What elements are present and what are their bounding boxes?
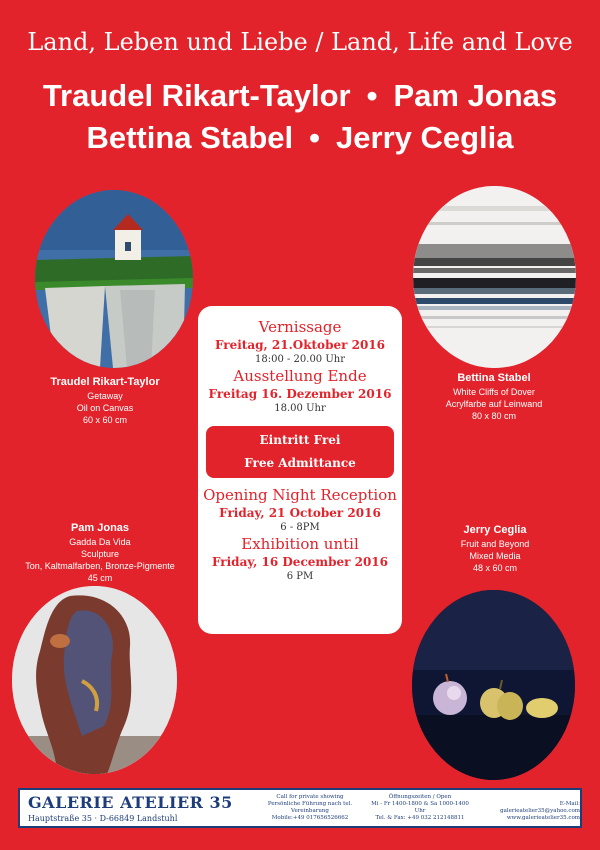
hours-label: Öffnungszeiten / Open [388,794,452,800]
private-showing-en: Call for private showing [276,794,344,800]
artwork-gadda-da-vida [12,586,177,774]
caption-artist: Bettina Stabel [457,372,531,384]
exhibition-end-date: Freitag 16. Dezember 2016 [208,387,392,401]
caption-medium: Acrylfarbe auf Leinwand [445,399,543,409]
contact [482,801,580,822]
caption-title: Gadda Da Vida [69,537,131,547]
exhibition-end-time: 18.00 Uhr [274,403,326,414]
private-showing [250,794,370,822]
vernissage-label: Vernissage [258,318,342,336]
opening-date: Friday, 21 October 2016 [219,506,381,520]
admission-en: Free Admittance [244,456,356,470]
caption-size: 80 x 80 cm [471,411,517,421]
caption-size: 48 x 60 cm [472,563,518,573]
admission-de: Eintritt Frei [259,433,341,447]
caption-artist: Pam Jonas [70,522,130,534]
caption-medium: Sculpture [80,549,120,559]
separator: • [309,120,321,155]
caption-medium: Oil on Canvas [76,403,134,413]
opening-label: Opening Night Reception [203,486,397,504]
caption-size: 60 x 60 cm [82,415,128,425]
separator: • [366,78,378,113]
caption-medium: Mixed Media [469,551,521,561]
caption-getaway [30,374,180,426]
caption-title: Fruit and Beyond [460,539,530,549]
admission-box [206,426,394,478]
caption-gadda-da-vida [20,520,180,584]
mobile-number: Mobile:+49 017656526662 [271,815,349,821]
exhibition-end-label: Ausstellung Ende [233,367,367,385]
website: www.galerieatelier35.com [506,815,580,821]
caption-material: Ton, Kaltmalfarben, Bronze-Pigmente [25,561,175,571]
artwork-fruit-and-beyond [412,590,575,780]
artists-line-2 [0,120,600,156]
gallery-address: Hauptstraße 35 · D-66849 Landstuhl [28,814,178,823]
caption-artist: Jerry Ceglia [463,524,527,536]
artwork-getaway [35,190,193,368]
opening-time: 6 - 8PM [280,522,320,533]
vernissage-date: Freitag, 21.Oktober 2016 [214,338,385,352]
poster-title: Land, Leben und Liebe / Land, Life and Love [27,28,573,56]
gallery-name: GALERIE ATELIER 35 [28,793,233,812]
artist-name: Jerry Ceglia [336,120,514,155]
artwork-white-cliffs [413,186,576,368]
artist-name: Traudel Rikart-Taylor [42,78,351,113]
caption-white-cliffs [414,370,574,422]
artist-name: Bettina Stabel [86,120,294,155]
email: E-Mail: galerieatelier35@yahoo.com [500,801,580,814]
caption-title: Getaway [87,391,123,401]
until-label: Exhibition until [241,535,359,553]
artists-line-1 [0,78,600,114]
caption-artist: Traudel Rikart-Taylor [50,376,160,388]
until-time: 6 PM [286,571,314,582]
caption-size: 45 cm [87,573,113,583]
artist-name: Pam Jonas [393,78,558,113]
private-showing-de: Persönliche Führung nach tel. Vereinbarung [267,801,353,814]
gallery-footer [18,788,582,828]
vernissage-time: 18:00 - 20.00 Uhr [254,354,345,365]
tel-fax: Tel. & Fax: +49 032 212148811 [375,815,465,821]
caption-fruit-and-beyond [420,522,570,574]
caption-title: White Cliffs of Dover [453,387,535,397]
hours-value: Mi - Fr 1400-1800 & Sa 1000-1400 Uhr [371,801,469,814]
event-info-panel [198,306,402,634]
until-date: Friday, 16 December 2016 [211,555,388,569]
opening-hours [365,794,475,822]
